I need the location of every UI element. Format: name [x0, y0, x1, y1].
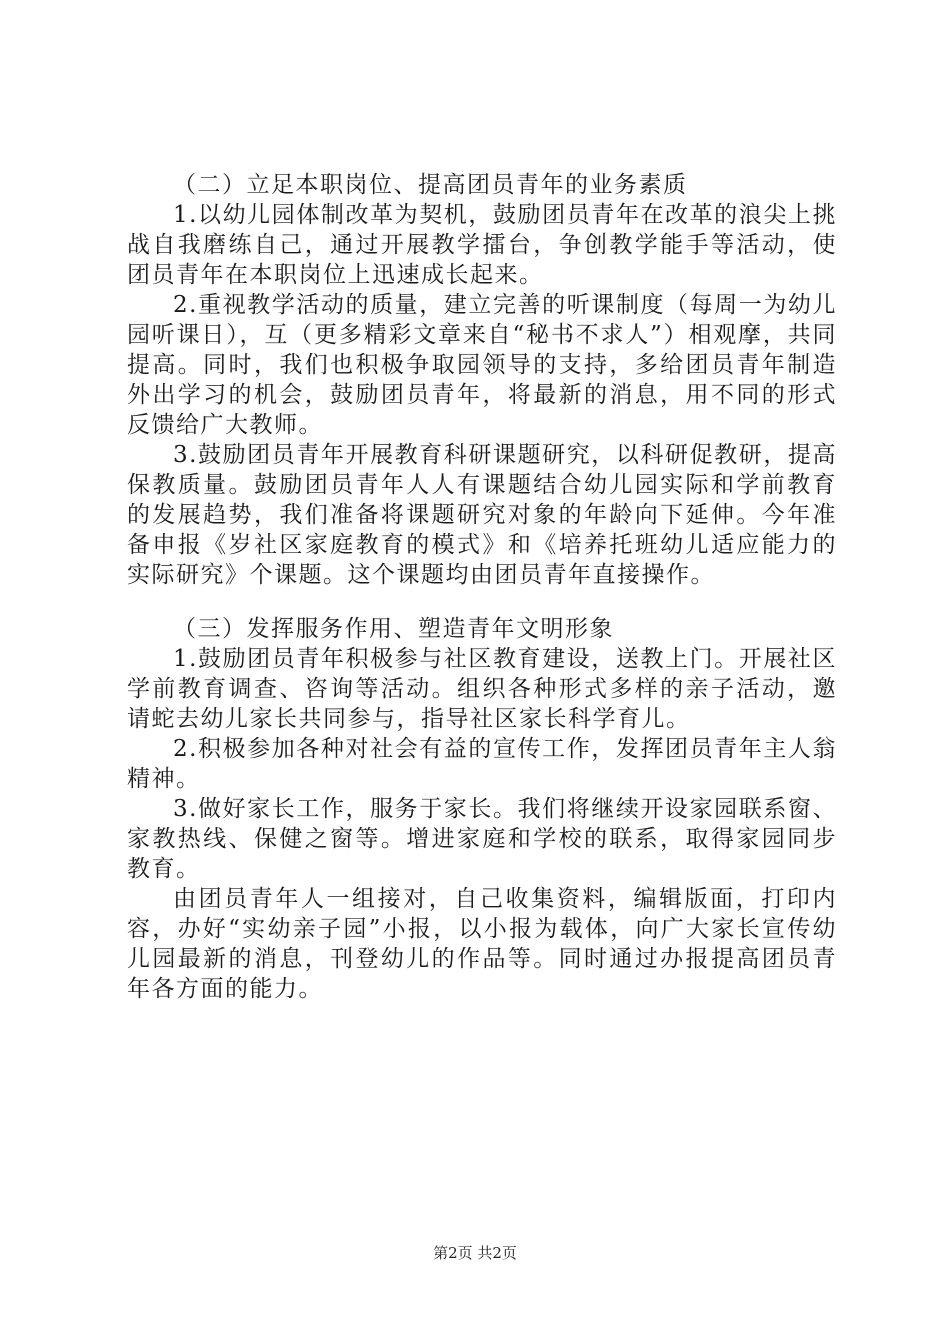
paragraph: 3.鼓励团员青年开展教育科研课题研究，以科研促教研，提高保教质量。鼓励团员青年人人有课题结合幼儿园实际和学前教育的发展趋势，我们准备将课题研究对象的年龄向下延伸。今年准备申报《岁社区家庭教育的模式》和《培养托班幼儿适应能力的实际研究》个课题。这个课题均由团员青年直接操作。	[127, 442, 837, 588]
paragraph: 3.做好家长工作，服务于家长。我们将继续开设家园联系窗、家教热线、保健之窗等。增进家庭和学校的联系，取得家园同步教育。	[127, 796, 837, 882]
section-2	[127, 170, 837, 590]
paragraph: 由团员青年人一组接对，自己收集资料，编辑版面，打印内容，办好“实幼亲子园”小报，以小报为载体，向广大家长宣传幼儿园最新的消息，刊登幼儿的作品等。同时通过办报提高团员青年各方面的能力。	[127, 886, 837, 1002]
section-3	[127, 614, 837, 1004]
page-number-footer: 第2页 共2页	[433, 1244, 517, 1262]
paragraph: 1.以幼儿园体制改革为契机，鼓励团员青年在改革的浪尖上挑战自我磨练自己，通过开展教学擂台，争创教学能手等活动，使团员青年在本职岗位上迅速成长起来。	[127, 202, 837, 288]
paragraph: 1.鼓励团员青年积极参与社区教育建设，送教上门。开展社区学前教育调查、咨询等活动。组织各种形式多样的亲子活动，邀请蛇去幼儿家长共同参与，指导社区家长科学育儿。	[127, 646, 837, 732]
paragraph: 2.积极参加各种对社会有益的宣传工作，发挥团员青年主人翁精神。	[127, 736, 837, 792]
section-heading: （三）发挥服务作用、塑造青年文明形象	[173, 616, 614, 642]
document-body	[127, 170, 837, 1004]
section-heading: （二）立足本职岗位、提高团员青年的业务素质	[173, 172, 688, 198]
paragraph: 2.重视教学活动的质量，建立完善的听课制度（每周一为幼儿园听课日），互（更多精彩文章来自“秘书不求人”）相观摩，共同提高。同时，我们也积极争取园领导的支持，多给团员青年制造外出学习的机会，鼓励团员青年，将最新的消息，用不同的形式反馈给广大教师。	[127, 292, 837, 438]
